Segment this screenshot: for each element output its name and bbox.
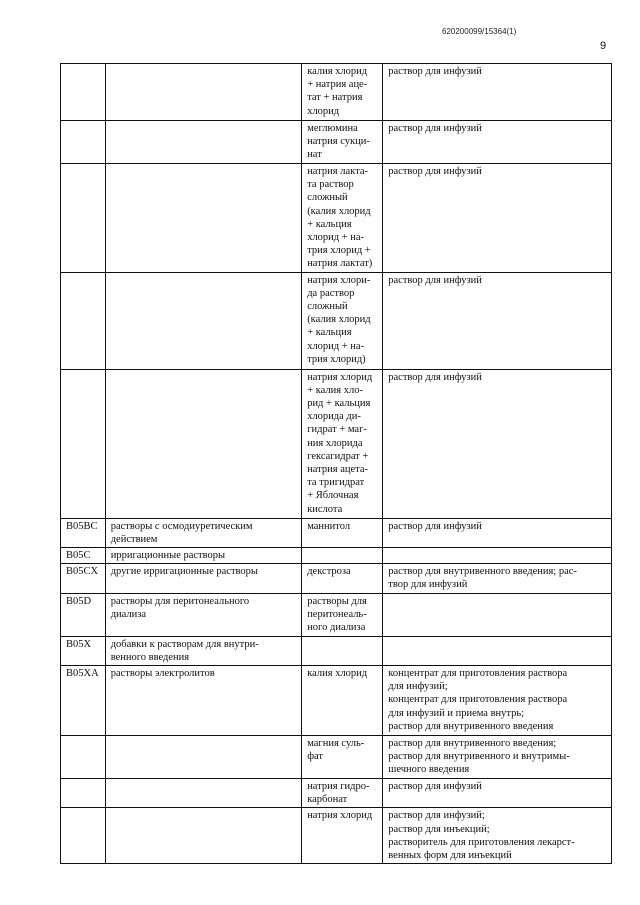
group-name-cell: [105, 518, 301, 547]
dosage-form-line: раствор для инфузий: [388, 166, 482, 177]
drug-table-body: [61, 64, 612, 864]
dosage-form-line: для инфузий;: [388, 681, 448, 693]
table-row: [61, 636, 612, 665]
drug-table: [60, 63, 612, 864]
substance-line: натрия лакта-: [307, 166, 368, 177]
substance-cell: [302, 369, 383, 518]
table-row: [61, 369, 612, 518]
substance-line: (калия хлорид: [307, 314, 371, 326]
substance-line: натрия гидро-: [307, 781, 370, 793]
substance-line: карбонат: [307, 794, 348, 806]
dosage-form-line: шечного введения: [388, 764, 470, 776]
atc-code-cell: [61, 564, 106, 593]
substance-line: хлорид + на-: [307, 232, 365, 244]
group-name-cell: [105, 636, 301, 665]
table-row: [61, 121, 612, 164]
substance-line: калия хлорид: [307, 668, 368, 680]
substance-line: нат: [307, 149, 322, 161]
substance-line: сложный: [307, 301, 348, 313]
atc-code-cell: [61, 272, 106, 369]
substance-cell: [302, 779, 383, 808]
substance-cell: [302, 593, 383, 636]
atc-code-line: B05X: [66, 638, 92, 650]
substance-line: натрия хлори-: [307, 274, 371, 286]
group-name-line: растворы электролитов: [110, 668, 215, 680]
substance-line: хлорид + на-: [307, 340, 365, 352]
table-row: [61, 593, 612, 636]
substance-line: + кальция: [307, 327, 352, 339]
atc-code-cell: [61, 593, 106, 636]
substance-line: трия хлорид): [307, 353, 366, 365]
substance-line: натрия хлорид: [307, 371, 373, 383]
substance-cell: [302, 808, 383, 864]
atc-code-cell: [61, 64, 106, 121]
table-row: [61, 779, 612, 808]
dosage-form-cell: [383, 164, 612, 273]
dosage-form-cell: [383, 121, 612, 164]
table-row: [61, 736, 612, 779]
substance-cell: [302, 548, 383, 564]
substance-line: ного диализа: [307, 622, 366, 634]
dosage-form-line: раствор для внутривенного и внутримы-: [388, 751, 570, 763]
dosage-form-line: концентрат для приготовления раствора: [388, 694, 568, 706]
substance-line: фат: [307, 751, 323, 763]
dosage-form-cell: [383, 736, 612, 779]
atc-code-cell: [61, 808, 106, 864]
table-row: [61, 518, 612, 547]
table-row: [61, 272, 612, 369]
atc-code-line: B05BC: [66, 520, 98, 532]
atc-code-cell: [61, 518, 106, 547]
substance-line: сложный: [307, 192, 348, 204]
substance-line: меглюмина: [307, 123, 358, 134]
atc-code-cell: [61, 636, 106, 665]
substance-cell: [302, 121, 383, 164]
atc-code-line: B05CX: [66, 566, 99, 578]
dosage-form-line: раствор для инъекций;: [388, 823, 490, 835]
dosage-form-line: для инфузий и приема внутрь;: [388, 707, 525, 719]
substance-line: + кальция: [307, 218, 352, 230]
table-row: [61, 666, 612, 736]
group-name-cell: [105, 121, 301, 164]
substance-line: перитонеаль-: [307, 608, 367, 620]
dosage-form-cell: [383, 64, 612, 121]
substance-line: маннитол: [307, 520, 351, 532]
dosage-form-cell: [383, 272, 612, 369]
atc-code-cell: [61, 736, 106, 779]
document-id: 620200099/15364(1): [442, 27, 517, 36]
substance-line: декстроза: [307, 566, 351, 578]
substance-line: гидрат + маг-: [307, 424, 367, 436]
dosage-form-line: растворитель для приготовления лекарст-: [388, 836, 575, 848]
group-name-cell: [105, 808, 301, 864]
dosage-form-line: твор для инфузий: [388, 579, 468, 591]
group-name-cell: [105, 666, 301, 736]
group-name-cell: [105, 593, 301, 636]
dosage-form-line: раствор для внутривенного введения;: [388, 738, 557, 750]
substance-line: трия хлорид +: [307, 245, 371, 257]
table-row: [61, 808, 612, 864]
dosage-form-cell: [383, 564, 612, 593]
group-name-line: венного введения: [110, 651, 190, 663]
substance-line: + Яблочная: [307, 490, 359, 502]
substance-line: (калия хлорид: [307, 205, 371, 217]
dosage-form-cell: [383, 808, 612, 864]
group-name-cell: [105, 369, 301, 518]
dosage-form-cell: [383, 518, 612, 547]
group-name-cell: [105, 548, 301, 564]
substance-line: растворы для: [307, 595, 367, 607]
substance-cell: [302, 518, 383, 547]
substance-cell: [302, 164, 383, 273]
page-number: 9: [600, 40, 607, 52]
dosage-form-line: раствор для внутривенного введения: [388, 720, 554, 732]
substance-line: натрия хлорид: [307, 810, 373, 822]
atc-code-line: B05D: [66, 595, 92, 607]
substance-line: магния суль-: [307, 738, 365, 750]
dosage-form-line: раствор для инфузий: [388, 520, 482, 532]
dosage-form-line: венных форм для инъекций: [388, 850, 512, 862]
substance-line: + натрия аце-: [307, 79, 368, 91]
substance-cell: [302, 272, 383, 369]
atc-code-cell: [61, 779, 106, 808]
table-row: [61, 564, 612, 593]
atc-code-cell: [61, 369, 106, 518]
group-name-line: добавки к растворам для внутри-: [110, 638, 259, 650]
dosage-form-cell: [383, 369, 612, 518]
substance-line: рид + кальция: [307, 398, 371, 410]
substance-line: натрия сукци-: [307, 136, 370, 148]
group-name-cell: [105, 164, 301, 273]
substance-line: + калия хло-: [307, 384, 363, 396]
atc-code-cell: [61, 164, 106, 273]
substance-line: ния хлорида: [307, 437, 363, 449]
dosage-form-line: раствор для инфузий: [388, 123, 482, 134]
substance-line: гексагидрат +: [307, 450, 369, 462]
substance-line: та тригидрат: [307, 477, 365, 489]
group-name-line: растворы для перитонеального: [110, 595, 250, 607]
dosage-form-line: концентрат для приготовления раствора: [388, 668, 568, 680]
atc-code-line: B05XA: [66, 668, 99, 680]
dosage-form-cell: [383, 666, 612, 736]
substance-cell: [302, 736, 383, 779]
table-row: [61, 548, 612, 564]
substance-line: тат + натрия: [307, 92, 363, 104]
dosage-form-line: раствор для инфузий;: [388, 810, 485, 822]
substance-cell: [302, 64, 383, 121]
group-name-cell: [105, 64, 301, 121]
group-name-line: ирригационные растворы: [110, 550, 226, 562]
substance-cell: [302, 564, 383, 593]
atc-code-line: B05C: [66, 550, 91, 562]
atc-code-cell: [61, 548, 106, 564]
substance-line: та раствор: [307, 179, 354, 191]
group-name-cell: [105, 779, 301, 808]
table-row: [61, 164, 612, 273]
group-name-cell: [105, 736, 301, 779]
group-name-line: другие ирригационные растворы: [110, 566, 258, 578]
table-row: [61, 64, 612, 121]
group-name-line: действием: [110, 533, 158, 545]
dosage-form-cell: [383, 779, 612, 808]
group-name-cell: [105, 564, 301, 593]
substance-cell: [302, 666, 383, 736]
substance-line: натрия лактат): [307, 258, 373, 270]
dosage-form-cell: [383, 636, 612, 665]
substance-line: да раствор: [307, 287, 355, 299]
atc-code-cell: [61, 666, 106, 736]
dosage-form-line: раствор для инфузий: [388, 274, 482, 286]
substance-line: натрия ацета-: [307, 464, 369, 476]
substance-line: хлорида ди-: [307, 411, 361, 423]
substance-cell: [302, 636, 383, 665]
dosage-form-line: раствор для инфузий: [388, 66, 482, 77]
substance-line: кислота: [307, 503, 343, 515]
substance-line: хлорид: [307, 105, 340, 117]
group-name-line: растворы с осмодиуретическим: [110, 520, 253, 532]
dosage-form-cell: [383, 548, 612, 564]
group-name-cell: [105, 272, 301, 369]
dosage-form-line: раствор для внутривенного введения; рас-: [388, 566, 577, 578]
atc-code-cell: [61, 121, 106, 164]
group-name-line: диализа: [110, 608, 147, 620]
dosage-form-line: раствор для инфузий: [388, 781, 482, 793]
substance-line: калия хлорид: [307, 66, 368, 77]
dosage-form-cell: [383, 593, 612, 636]
dosage-form-line: раствор для инфузий: [388, 371, 482, 383]
